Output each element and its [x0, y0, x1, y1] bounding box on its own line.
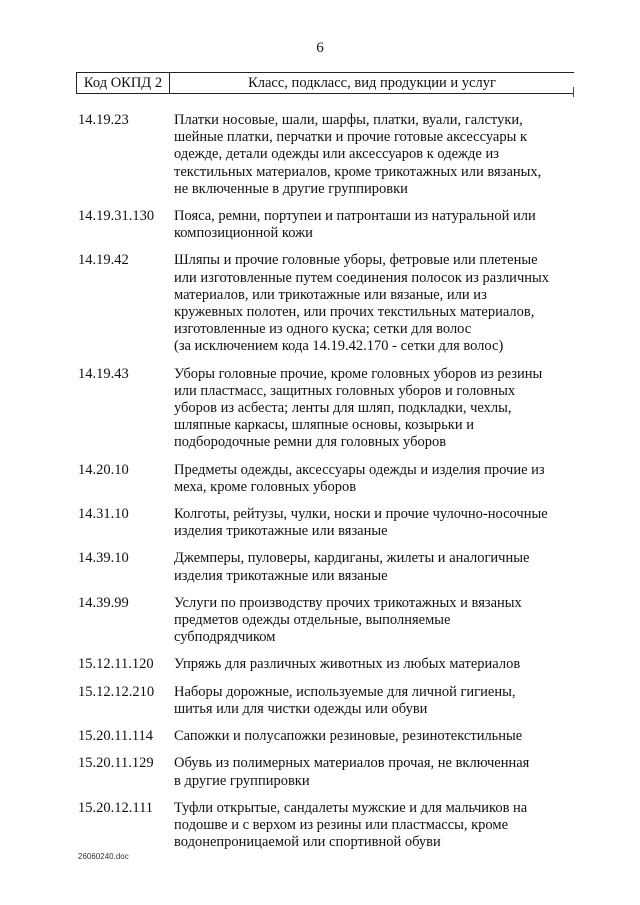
- row-code: 14.39.10: [78, 550, 129, 567]
- row-code: 15.12.11.120: [78, 656, 154, 673]
- row-description: Джемперы, пуловеры, кардиганы, жилеты и аналогичные изделия трикотажные или вязаные: [174, 550, 530, 584]
- row-code: 14.19.43: [78, 365, 129, 382]
- table-row: [76, 208, 574, 242]
- row-code: 15.12.12.210: [78, 683, 155, 700]
- table-row: [76, 684, 574, 718]
- table-row: [76, 366, 574, 452]
- table-row: [76, 252, 574, 355]
- table-row: [76, 506, 574, 540]
- table-row: [76, 800, 574, 852]
- row-description: Сапожки и полусапожки резиновые, резинотекстильные: [174, 728, 523, 745]
- table-row: [76, 462, 574, 496]
- row-code: 14.19.31.130: [78, 208, 155, 225]
- okpd-table: [76, 72, 574, 861]
- table-row: [76, 755, 574, 789]
- row-description: Уборы головные прочие, кроме головных уборов из резины или пластмасс, защитных головных уборов и головных уборов из асбеста; ленты для шляп, подкладки, чехлы, шляпные каркасы, шляпные основы, козырьки и подбородочные ремни для головных уборов: [174, 365, 543, 451]
- row-code: 15.20.12.111: [78, 799, 154, 816]
- row-code: 14.19.42: [78, 252, 129, 269]
- header-edge-mark: [573, 87, 574, 97]
- row-description: Платки носовые, шали, шарфы, платки, вуали, галстуки, шейные платки, перчатки и прочие готовые аксессуары к одежде, детали одежды или аксессуаров к одежде из текстильных материалов, кроме трикотажных или вязаных, не включенные в другие группировки: [174, 112, 542, 197]
- row-code: 14.19.23: [78, 112, 129, 128]
- page-number: 6: [316, 40, 324, 56]
- table-row: [76, 550, 574, 584]
- table-header: [76, 72, 574, 94]
- table-row: [76, 728, 574, 745]
- footer-filename: 26060240.doc: [78, 852, 129, 861]
- row-description: Обувь из полимерных материалов прочая, не включенная в другие группировки: [174, 755, 530, 789]
- row-description: Пояса, ремни, портупеи и патронташи из натуральной или композиционной кожи: [174, 208, 536, 242]
- header-description: Класс, подкласс, вид продукции и услуг: [248, 75, 496, 91]
- row-description: Шляпы и прочие головные уборы, фетровые или плетеные или изготовленные путем соединения полосок из различных материалов, или трикотажные или вязаные, или из кружевных полотен, или прочих текстильных материалов, изготовленные из одного куска; сетки для волос (за исключением кода 14.19.42.170 - сетки для волос): [174, 252, 549, 355]
- row-code: 15.20.11.114: [78, 728, 154, 745]
- table-body: [76, 112, 574, 851]
- row-code: 15.20.11.129: [78, 755, 154, 772]
- row-description: Услуги по производству прочих трикотажных и вязаных предметов одежды отдельные, выполняемые субподрядчиком: [174, 594, 522, 646]
- row-code: 14.20.10: [78, 461, 129, 478]
- row-description: Упряжь для различных животных из любых материалов: [174, 656, 521, 673]
- table-row: [76, 112, 574, 198]
- table-row: [76, 595, 574, 647]
- row-code: 14.39.99: [78, 594, 129, 611]
- table-row: [76, 656, 574, 673]
- row-description: Колготы, рейтузы, чулки, носки и прочие чулочно-носочные изделия трикотажные или вязаные: [174, 506, 548, 540]
- header-code: Код ОКПД 2: [76, 73, 170, 93]
- row-description: Предметы одежды, аксессуары одежды и изделия прочие из меха, кроме головных уборов: [174, 461, 545, 495]
- row-description: Туфли открытые, сандалеты мужские и для мальчиков на подошве и с верхом из резины или пластмассы, кроме водонепроницаемой или спортивной обуви: [174, 799, 528, 851]
- row-code: 14.31.10: [78, 506, 129, 523]
- row-description: Наборы дорожные, используемые для личной гигиены, шитья или для чистки одежды или обуви: [174, 683, 516, 717]
